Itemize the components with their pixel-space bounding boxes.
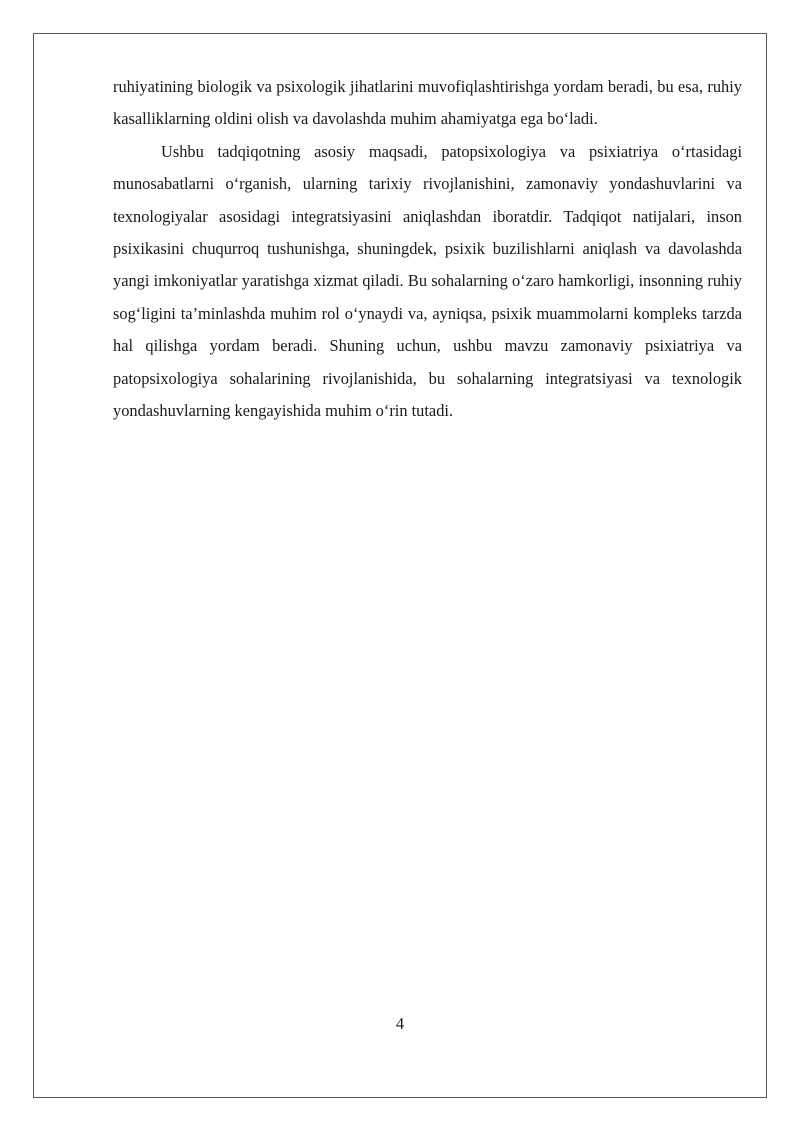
paragraph-research-aim: Ushbu tadqiqotning asosiy maqsadi, patopsixologiya va psixiatriya o‘rtasidagi munosabatlarni o‘rganish, ularning tarixiy rivojlanishini, zamonaviy yondashuvlarini va texnologiyalar asosidagi integratsiyasini aniqlashdan iboratdir. Tadqiqot natijalari, inson psixikasini chuqurroq tushunishga, shuningdek, psixik buzilishlarni aniqlash va davolashda yangi imkoniyatlar yaratishga xizmat qiladi. Bu sohalarning o‘zaro hamkorligi, insonning ruhiy sog‘ligini ta’minlashda muhim rol o‘ynaydi va, ayniqsa, psixik muammolarni kompleks tarzda hal qilishga yordam beradi. Shuning uchun, ushbu mavzu zamonaviy psixiatriya va patopsixologiya sohalarining rivojlanishida, bu sohalarning integratsiyasi va texnologik yondashuvlarning kengayishida muhim o‘rin tutadi. — [113, 141, 742, 421]
paragraph-continuation: ruhiyatining biologik va psixologik jihatlarini muvofiqlashtirishga yordam beradi, bu esa, ruhiy kasalliklarning oldini olish va davolashda muhim ahamiyatga ega bo‘ladi. — [113, 77, 742, 129]
page-number: 4 — [395, 1014, 405, 1033]
page-body — [113, 71, 742, 427]
